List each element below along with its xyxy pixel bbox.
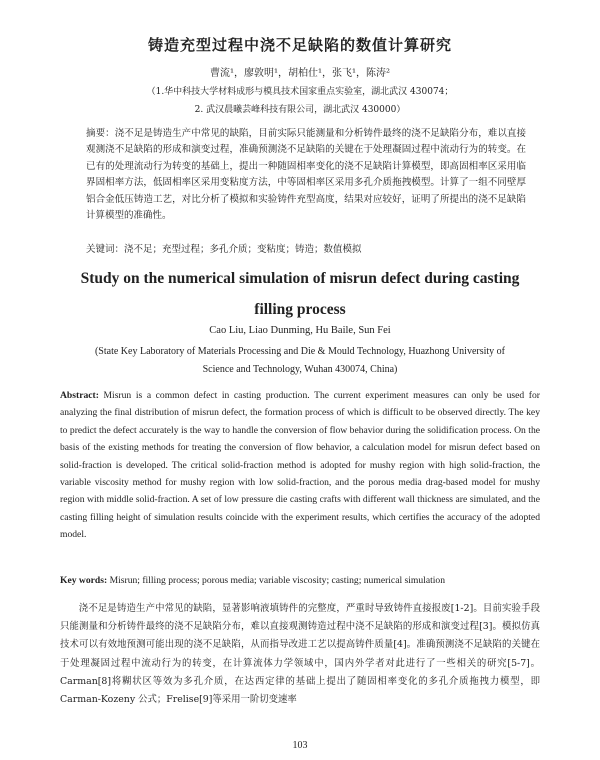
chinese-affiliation-1: （1.华中科技大学材料成形与模具技术国家重点实验室，湖北武汉 430074； (146, 87, 454, 97)
english-affiliation-2: Science and Technology, Wuhan 430074, China) (202, 364, 398, 375)
chinese-affiliation-2: 2. 武汉晨曦芸峰科技有限公司，湖北武汉 430000） (194, 105, 406, 115)
english-title-line-1: Study on the numerical simulation of misrun defect during casting (80, 270, 520, 287)
chinese-abstract: 摘要：浇不足是铸造生产中常见的缺陷，目前实际只能测量和分析铸件最终的浇不足缺陷分布，难以直接观测浇不足缺陷的形成和演变过程，准确预测浇不足缺陷的关键在于处理凝固过程中流动行为的转变。在已有的处理流动行为转变的基础上，提出一种随固相率变化的浇不足缺陷计算模型，即高固相率区采用临界固相率方法，低固相率区采用变粘度方法，中等固相率区采用多孔介质拖拽模型。计算了一组不同壁厚铝合金低压铸造工艺，对比分析了模拟和实验铸件充型高度，结果对应较好，证明了所提出的浇不足缺陷计算模型的准确性。 (86, 128, 526, 222)
english-affiliation-1: (State Key Laboratory of Materials Processing and Die & Mould Technology, Huazhong University of (94, 346, 506, 357)
keywords-label: Key words: (60, 575, 108, 586)
page-number: 103 (292, 740, 308, 751)
english-abstract (60, 387, 540, 544)
chinese-authors: 曹流¹，廖敦明¹，胡柏仕¹，张飞¹，陈涛² (209, 68, 391, 79)
abstract-text: Misrun is a common defect in casting production. The current experiment measures can only be used for analyzing the final distribution of misrun defect, the formation process of which is difficult to be observed directly. The key to predict the defect accurately is the way to handle the conversion of flow behavior during the solidification process. On the basis of the existing methods for treating the conversion of flow behavior, a calculation model for misrun defect based on solid-fraction is developed. The critical solid-fraction method is adopted for mushy region with high solid-fraction, the variable viscosity method for mushy region with low solid-fraction, and the porous media drag-based model for mushy region with middle solid-fraction. A set of low pressure die casting crafts with different wall thickness are simulated, and the casting filling height of simulation results coincide with the experiment results, which certifies the accuracy of the adopted model. (60, 390, 540, 541)
english-authors: Cao Liu, Liao Dunming, Hu Baile, Sun Fei (209, 325, 391, 336)
english-title-line-2: filling process (254, 301, 346, 318)
chinese-title: 铸造充型过程中浇不足缺陷的数值计算研究 (147, 36, 452, 54)
keywords-text: Misrun; filling process; porous media; variable viscosity; casting; numerical simulation (107, 575, 446, 586)
english-keywords (60, 575, 540, 586)
body-paragraph: 浇不足是铸造生产中常见的缺陷，显著影响液填铸件的完整度，严重时导致铸件直接报废[1-2]。目前实验手段只能测量和分析铸件最终的浇不足缺陷分布，难以直接观测铸造过程中浇不足缺陷的形成和演变过程[3]。模拟仿真技术可以有效地预测可能出现的浇不足缺陷，从而指导改进工艺以提高铸件质量[4]。准确预测浇不足缺陷的关键在于处理凝固过程中流动行为的转变，在计算流体力学领域中，国内外学者对此进行了一些相关的研究[5-7]。Carman[8]将糊状区等效为多孔介质，在达西定律的基础上提出了随固相率变化的多孔介质拖拽力模型，即 Carman-Kozeny 公式；Frelise[9]等采用一阶切变速率 (60, 603, 540, 706)
abstract-label: Abstract: (60, 390, 99, 401)
body-text (60, 600, 540, 709)
chinese-keywords: 关键词：浇不足；充型过程；多孔介质；变粘度；铸造；数值模拟 (86, 244, 362, 255)
